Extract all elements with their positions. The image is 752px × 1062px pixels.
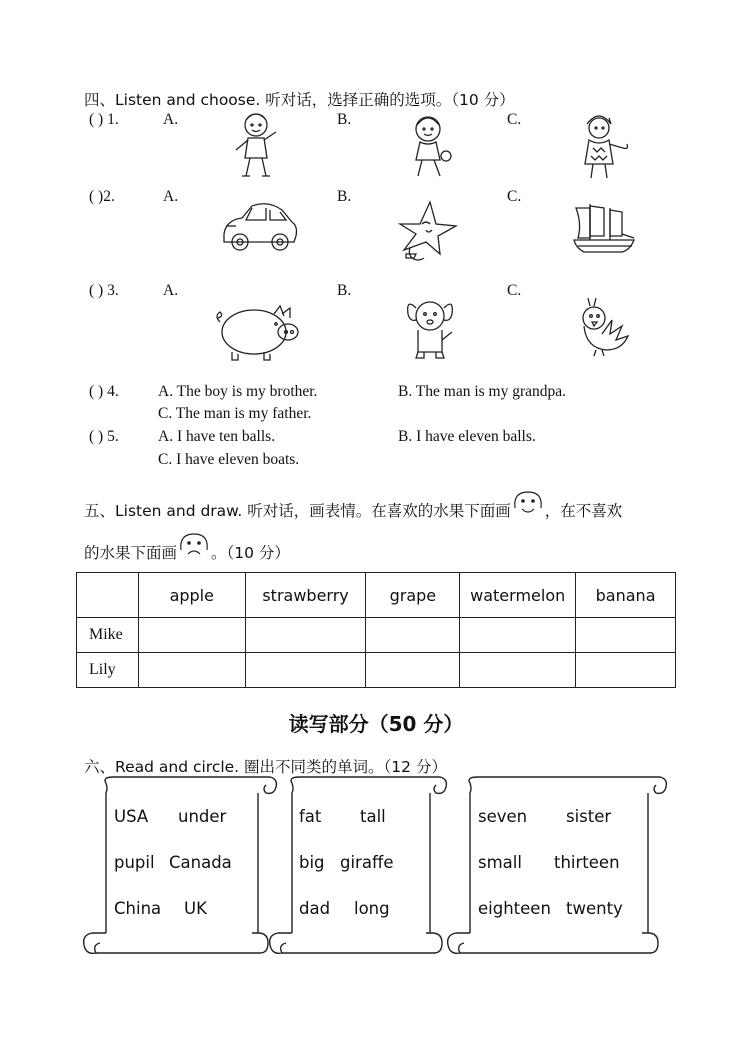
scroll-1-word[interactable]: UK [184,899,207,918]
fruit-preference-table [76,572,676,688]
car-icon [220,200,298,258]
q5-option-c: C. I have eleven boats. [158,451,300,468]
section-5-text-a: 五、Listen and draw. 听对话，画表情。在喜欢的水果下面画 [84,502,511,520]
girl-icon [406,112,456,182]
scroll-2-word[interactable]: tall [360,807,386,826]
scroll-1-word[interactable]: China [114,899,162,918]
answer-cell[interactable] [138,653,245,688]
answer-cell[interactable] [138,618,245,653]
answer-cell[interactable] [576,653,676,688]
scroll-2-word[interactable]: giraffe [340,853,394,872]
q2-option-a: A. [163,188,179,205]
scroll-2-word[interactable]: fat [299,807,322,826]
scroll-1-word[interactable]: pupil [114,853,155,872]
scroll-1-word[interactable]: under [178,807,227,826]
q2-option-b: B. [337,188,352,205]
table-header-cell: strawberry [245,573,366,618]
q5-option-a: A. I have ten balls. [158,428,276,445]
scroll-1-word[interactable]: Canada [169,853,232,872]
scroll-2-word[interactable]: dad [299,899,331,918]
sad-face-icon [178,532,210,562]
smiley-face-icon [512,490,544,520]
kite-icon [392,198,462,268]
section-5-text-d: 。（10 分） [211,544,290,562]
scroll-3-word[interactable]: small [478,853,522,872]
table-header-cell [77,573,139,618]
section-6-title: 六、Read and circle. 圈出不同类的单词。（12 分） [84,758,447,776]
q4-option-a: A. The boy is my brother. [158,383,318,400]
boat-icon [570,200,640,260]
scroll-3-word[interactable]: thirteen [554,853,620,872]
section-4-title: 四、Listen and choose. 听对话，选择正确的选项。（10 分） [84,91,515,109]
answer-cell[interactable] [460,618,576,653]
bird-icon [572,296,634,360]
q2-option-c: C. [507,188,522,205]
q1-number: ( ) 1. [89,111,119,128]
q3-option-a: A. [163,282,179,299]
section-5-text-c: 的水果下面画 [84,544,178,562]
scroll-3-word[interactable]: seven [478,807,528,826]
scroll-1-word[interactable]: USA [114,807,149,826]
row-label: Lily [77,653,139,688]
table-header-cell: banana [576,573,676,618]
table-header-row [77,573,676,618]
answer-cell[interactable] [245,653,366,688]
q3-number: ( ) 3. [89,282,119,299]
answer-cell[interactable] [576,618,676,653]
q2-number: ( )2. [89,188,115,205]
q3-option-c: C. [507,282,522,299]
section-5-text-b: ，在不喜欢 [544,502,623,520]
q5-number: ( ) 5. [89,428,119,445]
answer-cell[interactable] [366,618,460,653]
section-5-title-line2 [84,532,290,563]
q5-option-b: B. I have eleven balls. [398,428,536,445]
scroll-3-word[interactable]: eighteen [478,899,551,918]
q4-number: ( ) 4. [89,383,119,400]
q1-option-c: C. [507,111,522,128]
scroll-3-word[interactable]: twenty [566,899,623,918]
dog-icon [400,296,462,362]
scroll-2-word[interactable]: big [299,853,325,872]
table-row [77,618,676,653]
doll-icon [575,112,635,184]
pig-icon [214,300,304,362]
table-header-cell: watermelon [460,573,576,618]
q4-option-c: C. The man is my father. [158,405,312,422]
scroll-2-word[interactable]: long [354,899,390,918]
table-header-cell: grape [366,573,460,618]
scroll-3-word[interactable]: sister [566,807,612,826]
answer-cell[interactable] [245,618,366,653]
answer-cell[interactable] [366,653,460,688]
section-5-title-line1 [84,490,622,521]
q1-option-a: A. [163,111,179,128]
table-header-cell: apple [138,573,245,618]
row-label: Mike [77,618,139,653]
q1-option-b: B. [337,111,352,128]
q4-option-b: B. The man is my grandpa. [398,383,567,400]
part-title: 读写部分（50 分） [288,712,464,736]
q3-option-b: B. [337,282,352,299]
answer-cell[interactable] [460,653,576,688]
boy-icon [228,108,284,182]
table-row [77,653,676,688]
